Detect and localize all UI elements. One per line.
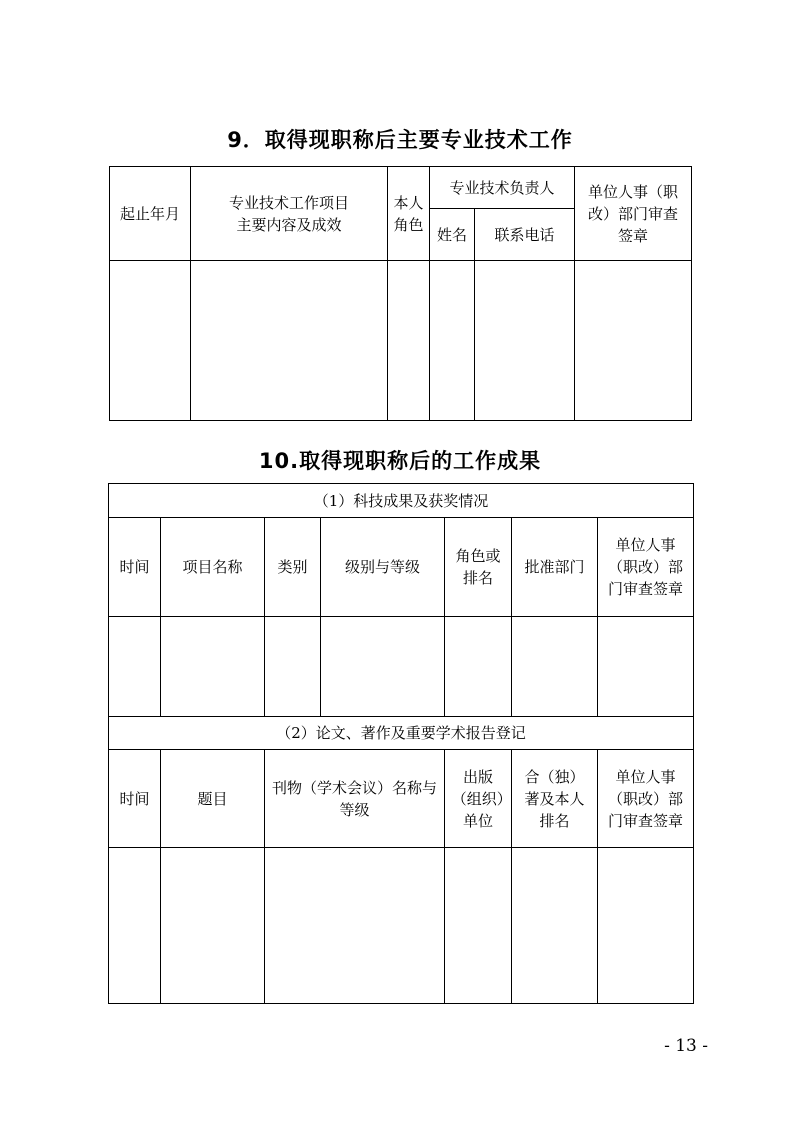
part2-header-publisher: 出版（组织）单位 [445,750,512,848]
part1-header-review: 单位人事（职改）部门审查签章 [598,518,694,617]
part1-header-approver: 批准部门 [512,518,598,617]
section10-table [108,483,694,1004]
header-role: 本人角色 [388,167,430,261]
leader-phone-cell[interactable] [475,261,575,421]
header-period: 起止年月 [110,167,191,261]
part2-subject-cell[interactable] [161,848,265,1004]
period-cell[interactable] [110,261,191,421]
section10-title: 10.取得现职称后的工作成果 [258,449,542,473]
part1-time-cell[interactable] [109,617,161,717]
part1-header-role: 角色或排名 [445,518,512,617]
section9-table [109,166,692,421]
part1-title: （1）科技成果及获奖情况 [109,484,694,518]
leader-name-cell[interactable] [430,261,475,421]
part2-header-authorship: 合（独）著及本人排名 [512,750,598,848]
header-leader: 专业技术负责人 [430,167,575,209]
part2-header-time: 时间 [109,750,161,848]
part2-authorship-cell[interactable] [512,848,598,1004]
part1-level-cell[interactable] [321,617,445,717]
part1-header-level: 级别与等级 [321,518,445,617]
project-cell[interactable] [191,261,388,421]
part1-header-category: 类别 [265,518,321,617]
header-leader-name: 姓名 [430,209,475,261]
part1-project-name-cell[interactable] [161,617,265,717]
part1-header-time: 时间 [109,518,161,617]
role-cell[interactable] [388,261,430,421]
header-leader-phone: 联系电话 [475,209,575,261]
section9-title: 9．取得现职称后主要专业技术工作 [227,128,573,152]
review-cell[interactable] [575,261,692,421]
part1-approver-cell[interactable] [512,617,598,717]
part1-header-project-name: 项目名称 [161,518,265,617]
page-number: - 13 - [664,1036,708,1056]
part2-header-review: 单位人事（职改）部门审查签章 [598,750,694,848]
part2-header-subject: 题目 [161,750,265,848]
part1-category-cell[interactable] [265,617,321,717]
header-review: 单位人事（职改）部门审查签章 [575,167,692,261]
part2-review-cell[interactable] [598,848,694,1004]
part2-header-journal: 刊物（学术会议）名称与等级 [265,750,445,848]
part2-time-cell[interactable] [109,848,161,1004]
part2-publisher-cell[interactable] [445,848,512,1004]
part2-title: （2）论文、著作及重要学术报告登记 [109,717,694,750]
part1-role-cell[interactable] [445,617,512,717]
part2-journal-cell[interactable] [265,848,445,1004]
header-project: 专业技术工作项目主要内容及成效 [191,167,388,261]
part1-review-cell[interactable] [598,617,694,717]
